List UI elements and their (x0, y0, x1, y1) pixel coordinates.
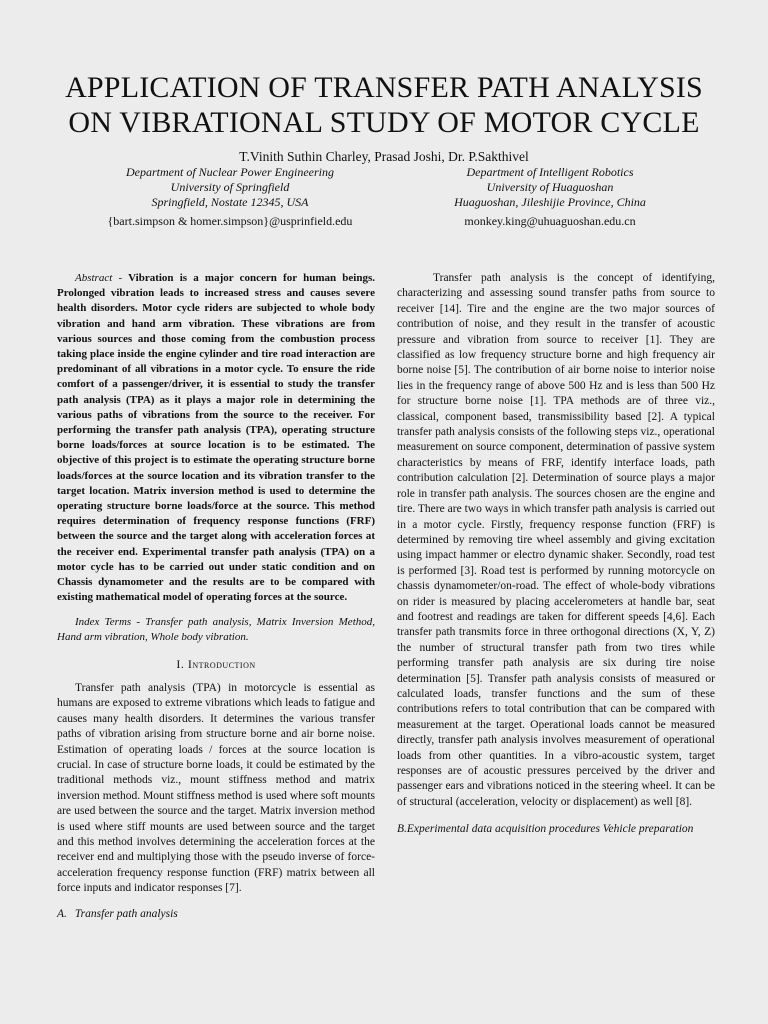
affiliation-2-dept: Department of Intelligent Robotics (466, 165, 634, 179)
author-list: T.Vinith Suthin Charley, Prasad Joshi, Dr. P.Sakthivel (239, 149, 529, 164)
abstract (57, 271, 375, 605)
paper-title: APPLICATION OF TRANSFER PATH ANALYSIS ON VIBRATIONAL STUDY OF MOTOR CYCLE (65, 71, 703, 139)
subsection-a-title: Transfer path analysis (74, 907, 178, 920)
affiliation-2-univ: University of Huaguoshan (486, 180, 614, 194)
affiliation-1-email: {bart.simpson & homer.simpson}@usprinfield.edu (107, 214, 353, 228)
section-number: I. (176, 657, 185, 672)
affiliation-2 (385, 165, 715, 210)
abstract-body: Vibration is a major concern for human beings. Prolonged vibration leads to increased stress and causes severe health disorders. Motor cycle riders are subjected to whole body vibration and hand arm vibration. These vibrations are from various sources and those coming from the combustion process taking place inside the engine cylinder and tire road interaction are predominant of all vibrations in a motor cycle. To ensure the ride comfort of a passenger/driver, it is essential to study the transfer path analysis (TPA) as it plays a major role in determining the various paths of vibrations from the source to the receiver. For performing the transfer path analysis (TPA), operating structure borne loads/forces at source location is to be estimated. The objective of this project is to estimate the operating structure borne loads/forces at the source location and its vibration transfer to the target location. Matrix inversion method is used to determine the operating structure borne loads/force at the source. This method requires determination of frequency response functions (FRF) between the source and the target along with acceleration forces at the receiver end. Experimental transfer path analysis (TPA) on a motor cycle has to be carried out under static condition and on Chassis dynamometer and the results are to be compared with existing mathematical model of operating forces at the source. (57, 272, 375, 604)
subsection-heading-b: B.Experimental data acquisition procedures Vehicle preparation (397, 823, 694, 836)
affiliation-1-univ: University of Springfield (170, 180, 290, 194)
affiliation-2-addr: Huaguoshan, Jileshijie Province, China (454, 195, 646, 209)
right-column (397, 271, 715, 838)
section-heading-introduction (57, 657, 375, 672)
affiliation-1-dept: Department of Nuclear Power Engineering (126, 165, 334, 179)
affiliation-2-email: monkey.king@uhuaguoshan.edu.cn (464, 214, 636, 228)
subsection-heading-a (57, 907, 375, 922)
section-title: Introduction (187, 657, 256, 672)
subsection-a-number: A. (57, 907, 67, 920)
index-terms: Index Terms - Transfer path analysis, Matrix Inversion Method, Hand arm vibration, Whole body vibration. (57, 616, 375, 644)
transfer-path-paragraph: Transfer path analysis is the concept of identifying, characterizing and assessing sound transfer paths from source to receiver [14]. Tire and the engine are the two major sources of contribution of noise, and they result in the transfer of acoustic pressure and vibration from source to receiver [1]. They are classified as low frequency structure borne and high frequency air borne noise [5]. The contribution of air borne noise to interior noise lies in the frequency range of above 500 Hz and is less than 500 Hz for structure borne noise [1]. TPA methods are of three viz., classical, component based, transmissibility based [2]. A typical transfer path analysis consists of the following steps viz., operational measurement on source component, determination of passive system characteristics by means of FRF, identify interface loads, path contribution calculation [2]. Determination of source plays a major role in transfer path analysis. The sources chosen are the engine and tire. There are two ways in which transfer path analysis is carried out in a motor cycle. Firstly, frequency response function (FRF) is determined by removing tire wheel assembly and giving excitation using impact hammer or electro dynamic shaker. Secondly, road test is performed [3]. Road test is performed by running motorcycle on chassis dynamometer/on-road. The effect of whole-body vibrations on rider is measured by placing accelerometers at handle bar, seat and footrest and readings are taken for different speeds [4,6]. Each transfer path transmits force in three orthogonal directions (X, Y, Z) the number of structural transfer path from two tires while performing transfer path analysis are six during tire noise determination [5]. Transfer path analysis consists of measured or calculated loads, transfer functions and the sum of these contributions refers to total contribution that can be compared with measurement at the target. Operational loads cannot be measured directly, transfer path analysis involves measurement of operational loads from other quantities. In a vibro-acoustic system, target responses are of acoustic pressures perceived by the driver and passenger ears and vibrations noticed in the steering wheel. It can be of structural (acceleration, velocity or displacement) as well [8]. (397, 272, 715, 808)
abstract-lead: Abstract - (75, 272, 123, 284)
affiliation-1 (65, 165, 395, 210)
introduction-paragraph: Transfer path analysis (TPA) in motorcycle is essential as humans are exposed to extreme vibrations which leads to fatigue and causes many health disorders. It determines the various transfer paths of vibration arising from structure borne and air borne noise. Estimation of operating loads / forces at the source location is crucial. In case of structure borne loads, it could be estimated by the traditional methods viz., mount stiffness method and matrix inversion method. Mount stiffness method is used where soft mounts are used between the source and the target. Matrix inversion method is used where stiff mounts are used between source and the target and this method involves determining the acceleration forces at the receiver end and multiplying those with the pseudo inverse of force-acceleration frequency response function (FRF) matrix between all force inputs and indicator responses [7]. (57, 681, 375, 895)
left-column (57, 271, 375, 922)
affiliation-1-addr: Springfield, Nostate 12345, USA (151, 195, 309, 209)
